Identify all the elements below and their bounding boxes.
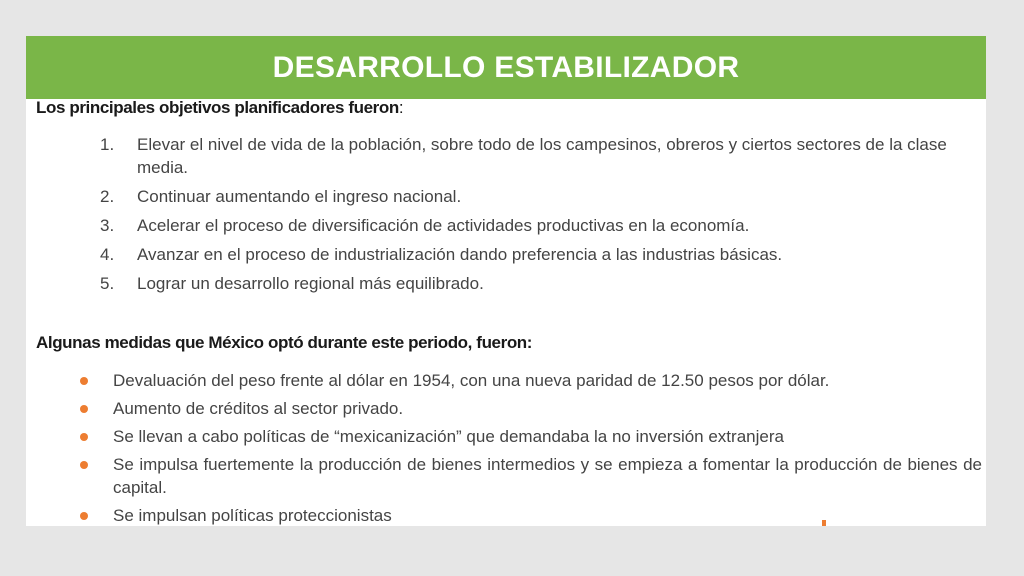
item-text: Continuar aumentando el ingreso nacional. [137,187,462,206]
list-item [100,133,984,179]
list-item [100,214,984,237]
item-text: Elevar el nivel de vida de la población, sobre todo de los campesinos, obreros y ciertos sectores de la clase media. [137,135,947,177]
item-text: Acelerar el proceso de diversificación de actividades productivas en la economía. [137,216,750,235]
objectives-list [100,133,984,301]
item-text: Se llevan a cabo políticas de “mexicanización” que demandaba la no inversión extranjera [113,427,784,446]
item-number: 4. [100,245,115,264]
list-item [76,453,982,499]
item-number: 3. [100,216,115,235]
list-item [100,272,984,295]
list-item [100,243,984,266]
item-number: 2. [100,187,115,206]
bullet-icon [80,405,88,413]
bullet-icon [80,377,88,385]
list-item [76,369,982,392]
objectives-heading-text: Los principales objetivos planificadores fueron [36,98,399,117]
list-item [76,425,982,448]
measures-list [76,369,982,526]
item-number: 5. [100,274,115,293]
bullet-icon [80,433,88,441]
objectives-heading [36,98,403,118]
list-item [76,397,982,420]
title-banner [26,36,986,99]
item-text: Devaluación del peso frente al dólar en 1954, con una nueva paridad de 12.50 pesos por dólar. [113,371,830,390]
item-number: 1. [100,135,115,154]
slide-title: DESARROLLO ESTABILIZADOR [272,50,740,84]
item-text: Se impulsan políticas proteccionistas [113,506,392,525]
slide [26,36,986,526]
objectives-heading-colon: : [398,98,404,117]
item-text: Se impulsa fuertemente la producción de bienes intermedios y se empieza a fomentar la producción de bienes de capital. [113,455,982,497]
decorative-mark [822,520,826,526]
bullet-icon [80,512,88,520]
item-text: Lograr un desarrollo regional más equilibrado. [137,274,484,293]
item-text: Aumento de créditos al sector privado. [113,399,404,418]
list-item [100,185,984,208]
measures-heading: Algunas medidas que México optó durante este periodo, fueron: [36,333,533,352]
item-text: Avanzar en el proceso de industrialización dando preferencia a las industrias básicas. [137,245,783,264]
list-item [76,504,982,526]
bullet-icon [80,461,88,469]
